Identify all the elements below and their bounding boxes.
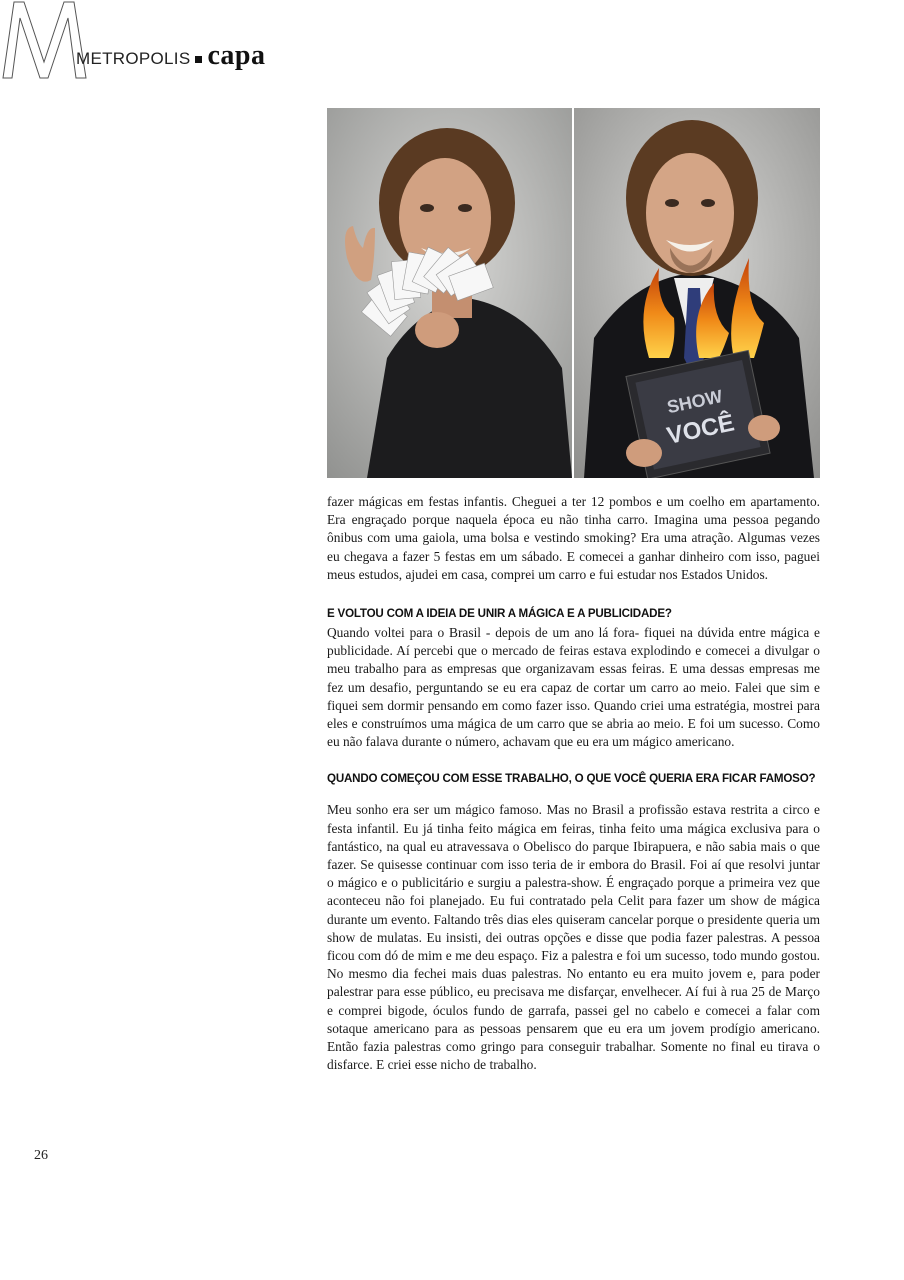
interview-answer-2: Meu sonho era ser um mágico famoso. Mas no Brasil a profissão estava restrita a circo e festa infantil. Eu já tinha feito mágica em feiras, tinha feito uma mágica exclusiva para o fantástico, na qual eu atravessava o Obelisco do parque Ibirapuera, e não sabia mais o que fazer. Se quisesse continuar com isso teria de ir embora do Brasil. Foi aí que resolvi juntar o mágico e o publicitário e surgiu a palestra-show. É engraçado porque a primeira vez que aconteceu não foi planejado. Eu fui contratado pela Celit para fazer um show de mágica durante um evento. Faltando três dias eles quiseram cancelar porque o presidente queria um show de mulatas. Eu insisti, dei outras opções e disse que podia fazer palestras. A pessoa ficou com dó de mim e me deu espaço. Fiz a palestra e foi um sucesso, todo mundo gostou. No mesmo dia fechei mais duas palestras. No entanto eu era muito jovem e, para poder palestrar para esse público, eu precisava me disfarçar, envelhecer. Aí fui à rua 25 de Março e comprei bigode, óculos fundo de garrafa, passei gel no cabelo e comecei a falar com sotaque americano para as pessoas pensarem que eu era um jovem prodígio americano. Então fazia palestras como gringo para conseguir trabalhar. Somente no final eu tirava o disfarce. E criei esse nicho de trabalho.: [327, 802, 820, 1073]
section-title: capa: [207, 40, 266, 71]
page-number: 26: [34, 1148, 48, 1163]
magician-with-cards-photo: [327, 108, 572, 478]
interview-question-1: E VOLTOU COM A IDEIA DE UNIR A MÁGICA E A PUBLICIDADE?: [327, 607, 672, 621]
photo-pair: [327, 108, 820, 478]
intro-paragraph: fazer mágicas em festas infantis. Cheguei a ter 12 pombos e um coelho em apartamento. Era engraçado porque naquela época eu não tinha carro. Imagina uma pessoa pegando ônibus com uma gaiola, uma bolsa e vestindo smoking? Era uma atração. Algumas vezes eu chegava a fazer 5 festas em um sábado. E comecei a ganhar dinheiro com isso, paguei meus estudos, ajudei em casa, comprei um carro e fui estudar nos Estados Unidos.: [327, 494, 820, 582]
separator-square-icon: [195, 56, 202, 63]
page-header: [0, 0, 300, 80]
brand-name: METROPOLIS: [76, 49, 191, 68]
interview-answer-1: Quando voltei para o Brasil - depois de um ano lá fora- fiquei na dúvida entre mágica e publicidade. Aí percebi que o mercado de feiras estava explodindo e comecei a divulgar o meu trabalho para as empresas que organizavam essas feiras. E uma dessas empresas me fez um desafio, perguntando se eu era capaz de cortar um carro ao meio. Falei que sim e fiquei sem dormir pensando em como fazer isso. Quando criei uma estratégia, mostrei para eles e construímos uma mágica de um carro que se abria ao meio. E foi um sucesso. Como eu não falava durante o número, achavam que eu era um mágico americano.: [327, 625, 820, 750]
article-body: [327, 493, 820, 1074]
magician-with-flaming-book-photo: [574, 108, 820, 478]
svg-text:VOCÊ: VOCÊ: [664, 409, 737, 450]
interview-question-2: QUANDO COMEÇOU COM ESSE TRABALHO, O QUE VOCÊ QUERIA ERA FICAR FAMOSO?: [327, 772, 816, 786]
svg-text:SHOW: SHOW: [665, 386, 725, 418]
brand-line: [76, 40, 265, 72]
